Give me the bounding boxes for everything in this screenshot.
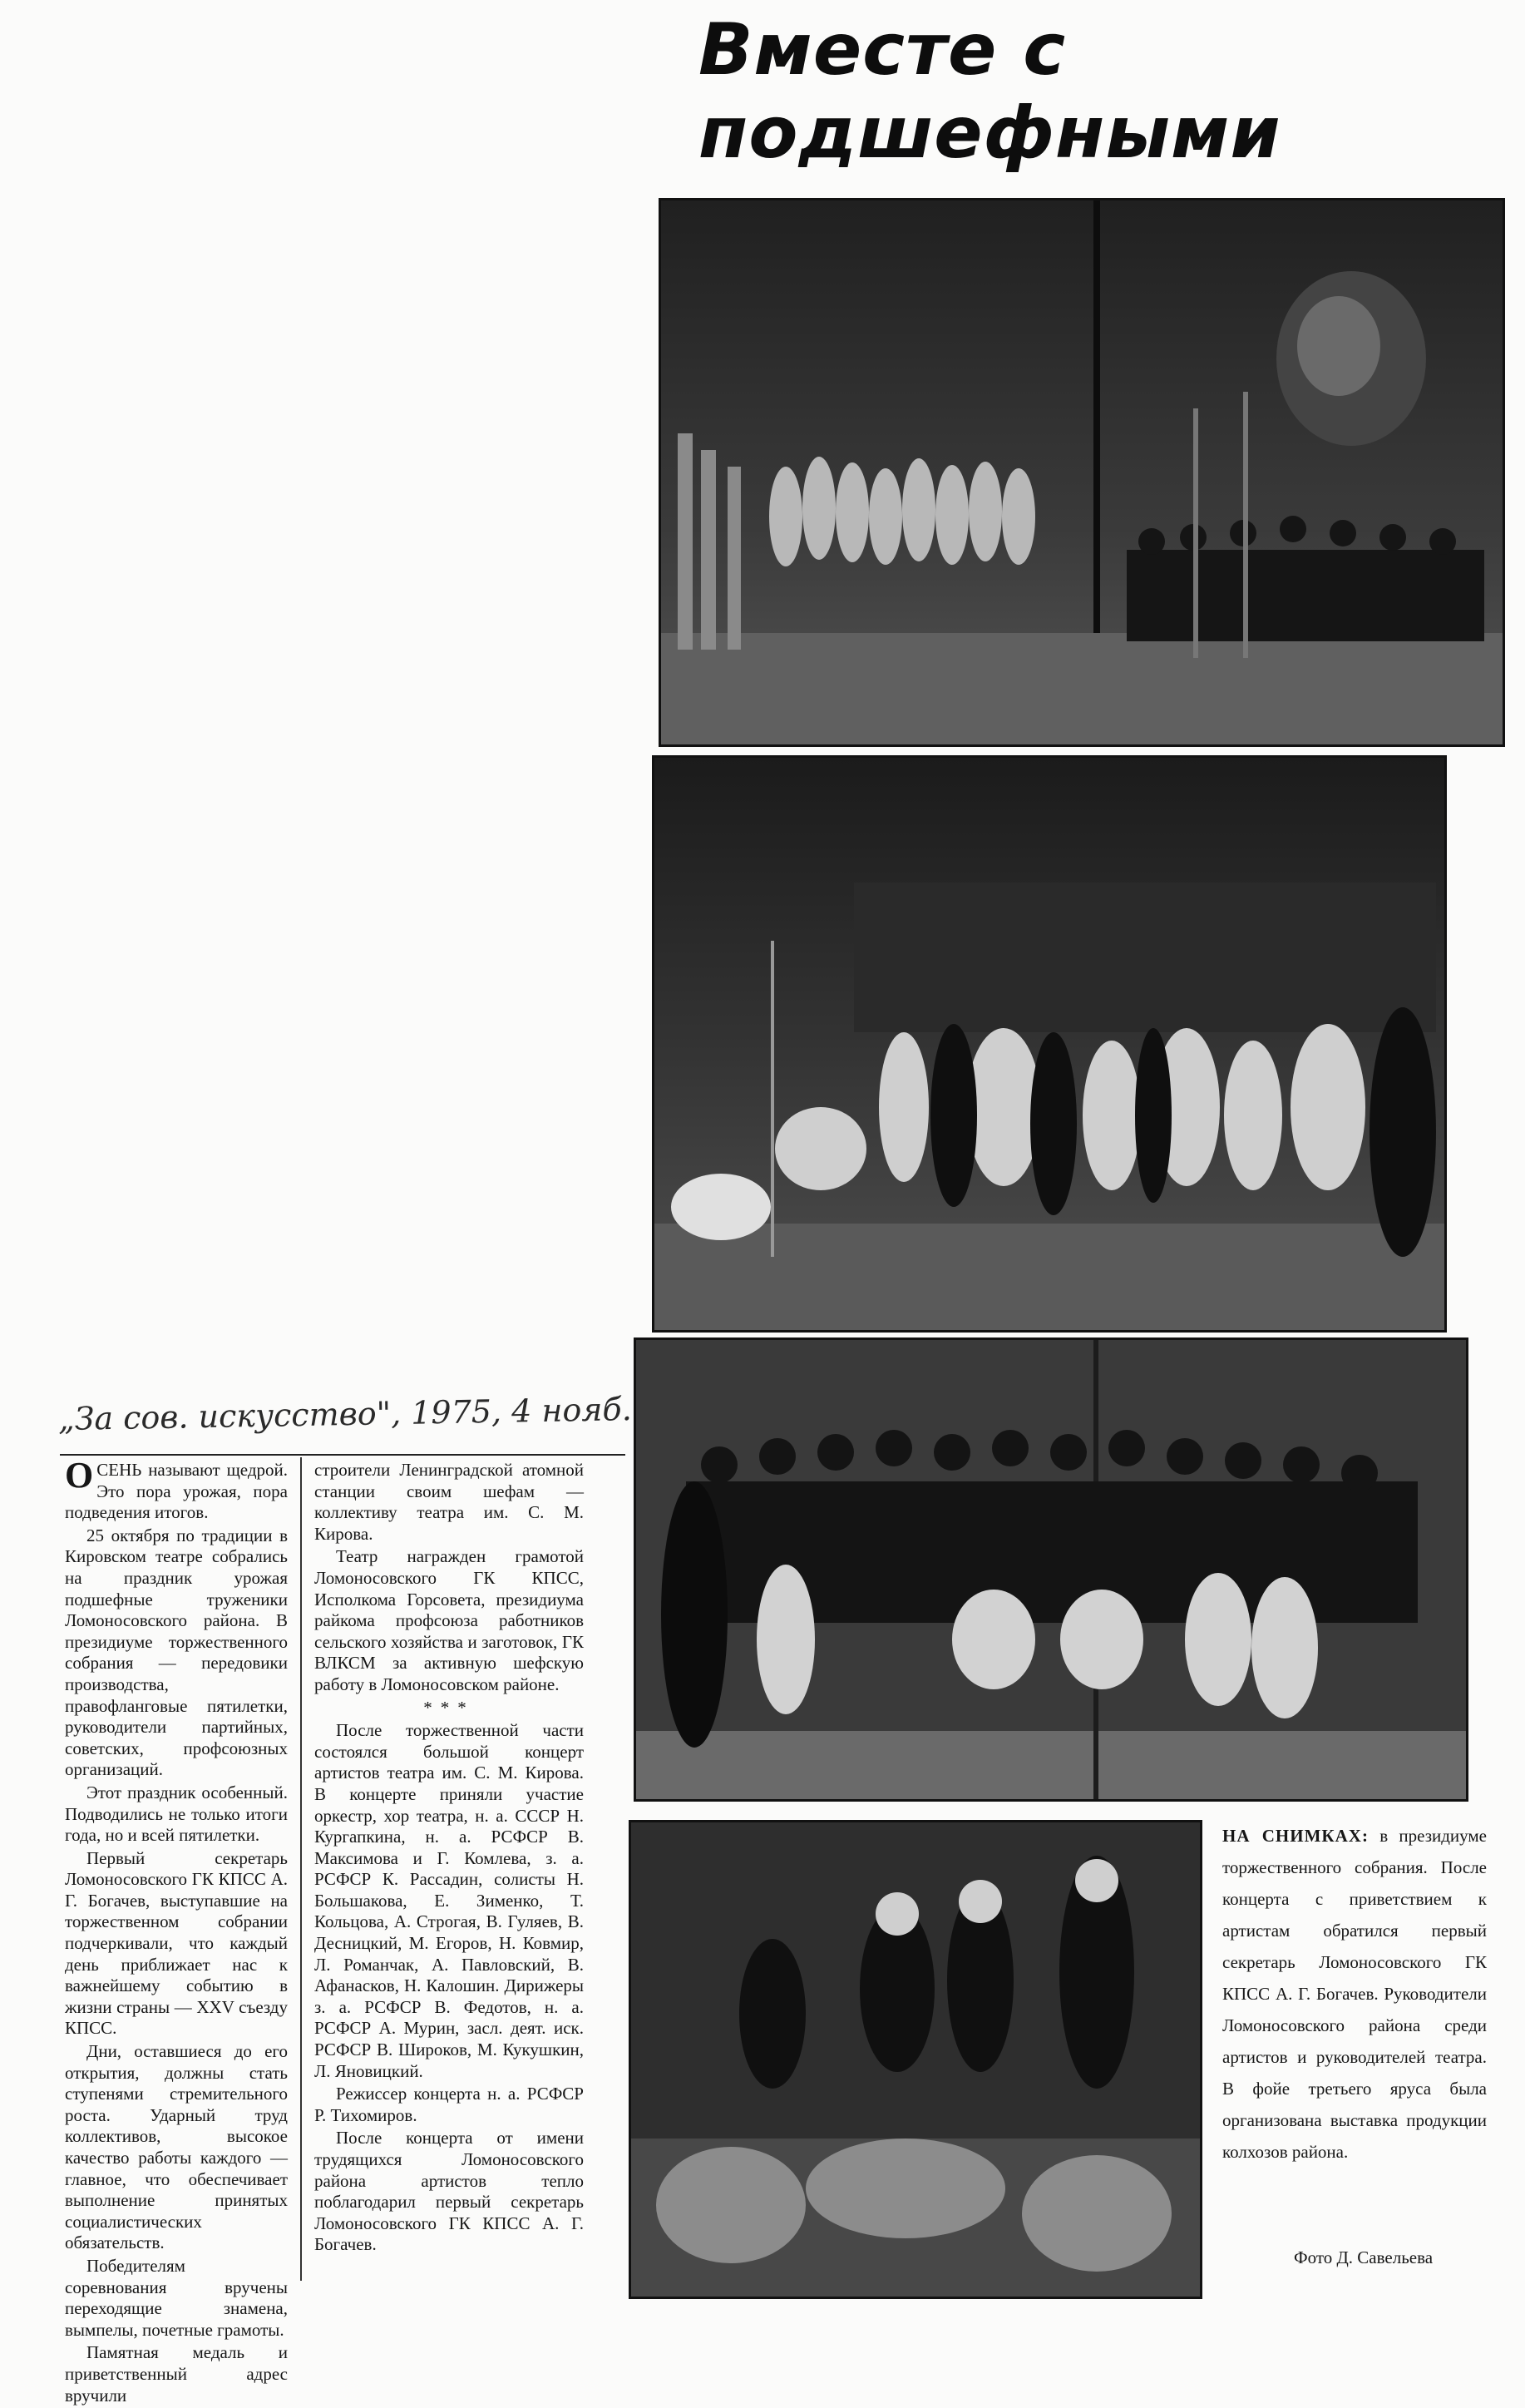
article-paragraph: Театр награжден грамотой Ломоносовского ГК КПСС, Исполкома Горсовета, президиума райкома профсоюза работников сельского хозяйства и заготовок, ГК ВЛКСМ за активную шефскую работу в Ломоносовском районе.: [314, 1546, 584, 1694]
photo-credit: Фото Д. Савельева: [1294, 2247, 1434, 2267]
article-paragraph: Режиссер концерта н. а. РСФСР Р. Тихомиров.: [314, 2084, 584, 2125]
article-paragraph: После торжественной части состоялся большой концерт артистов театра им. С. М. Кирова. В концерте приняли участие оркестр, хор театра, н. а. СССР Н. Кургапкина, н. а. РСФСР В. Максимова и Г. Комлева, з. а. РСФСР К. Рассадин, солисты Н. Большакова, Е. Зименко, Т. Кольцова, А. Строгая, В. Гуляев, В. Десницкий, М. Егоров, Н. Ковмир, Л. Романчак, А. Павловский, В. Афанасков, Н. Калошин. Дирижеры з. а. РСФСР В. Федотов, н. а. РСФСР А. Мурин, засл. деят. иск. РСФСР В. Широков, М. Кукушкин, Л. Яновицкий.: [314, 1720, 584, 2081]
article-paragraph: Первый секретарь Ломоносовского ГК КПСС А. Г. Богачев, выступавшие на торжественном собрании подчеркивали, что каждый день приближает нас к важнейшему событию в жизни страны — XXV съезду КПСС.: [65, 1847, 288, 2039]
article-paragraph: Этот праздник особенный. Подводились не только итоги года, но и всей пятилетки.: [65, 1782, 288, 1846]
caption-label: НА СНИМКАХ:: [1222, 1826, 1369, 1846]
article-paragraph: Дни, оставшиеся до его открытия, должны стать ступенями стремительного роста. Ударный труд коллективов, высокое качество работы каждого — главное, что обеспечивает выполнение принятых социалистических обязательств.: [65, 2041, 288, 2253]
column-divider: [300, 1457, 302, 2281]
article-column-1: [65, 1455, 288, 2408]
article-paragraph: ОСЕНЬ называют щедрой. Это пора урожая, пора подведения итогов.: [65, 1455, 288, 1523]
photo-caption: [1222, 1820, 1487, 2168]
photo-concert-stage: [652, 755, 1447, 1333]
article-paragraph: После концерта от имени трудящихся Ломоносовского района артистов тепло поблагодарил первый секретарь Ломоносовского ГК КПСС А. Г. Богачев.: [314, 2128, 584, 2255]
handwritten-inscription: „За сов. искусство", 1975, 4 нояб.: [57, 1391, 633, 1438]
headline-line-1: Вместе с подшефными: [698, 8, 1281, 175]
article-paragraph: строители Ленинградской атомной станции своим шефам — коллективу театра им. С. М. Кирова.: [314, 1460, 584, 1544]
photo-presidium: [659, 198, 1505, 747]
section-separator: ***: [423, 1697, 475, 1718]
photo-foyer-exhibition: [629, 1820, 1202, 2299]
article-paragraph: Победителям соревнования вручены переходящие знамена, вымпелы, почетные грамоты.: [65, 2255, 288, 2340]
article-paragraph: 25 октября по традиции в Кировском театре собрались на праздник урожая подшефные труженики Ломоносовского района. В президиуме торжественного собрания — передовики производства, правофланговые пятилетки, руководители партийных, советских, профсоюзных организаций.: [65, 1525, 288, 1780]
photo-group-artists: [634, 1338, 1468, 1802]
article-column-2: [314, 1460, 584, 2257]
article-paragraph: Памятная медаль и приветственный адрес вручили: [65, 2342, 288, 2406]
drop-cap: О: [65, 1455, 94, 1496]
column-top-rule: [60, 1454, 625, 1456]
caption-text: в президиуме торжественного собрания. После концерта с приветствием к артистам обратился первый секретарь Ломоносовского ГК КПСС А. Г. Богачев. Руководители Ломоносовского района среди артистов и руководителей театра. В фойе третьего яруса была организована выставка продукции колхозов района.: [1222, 1826, 1487, 2162]
